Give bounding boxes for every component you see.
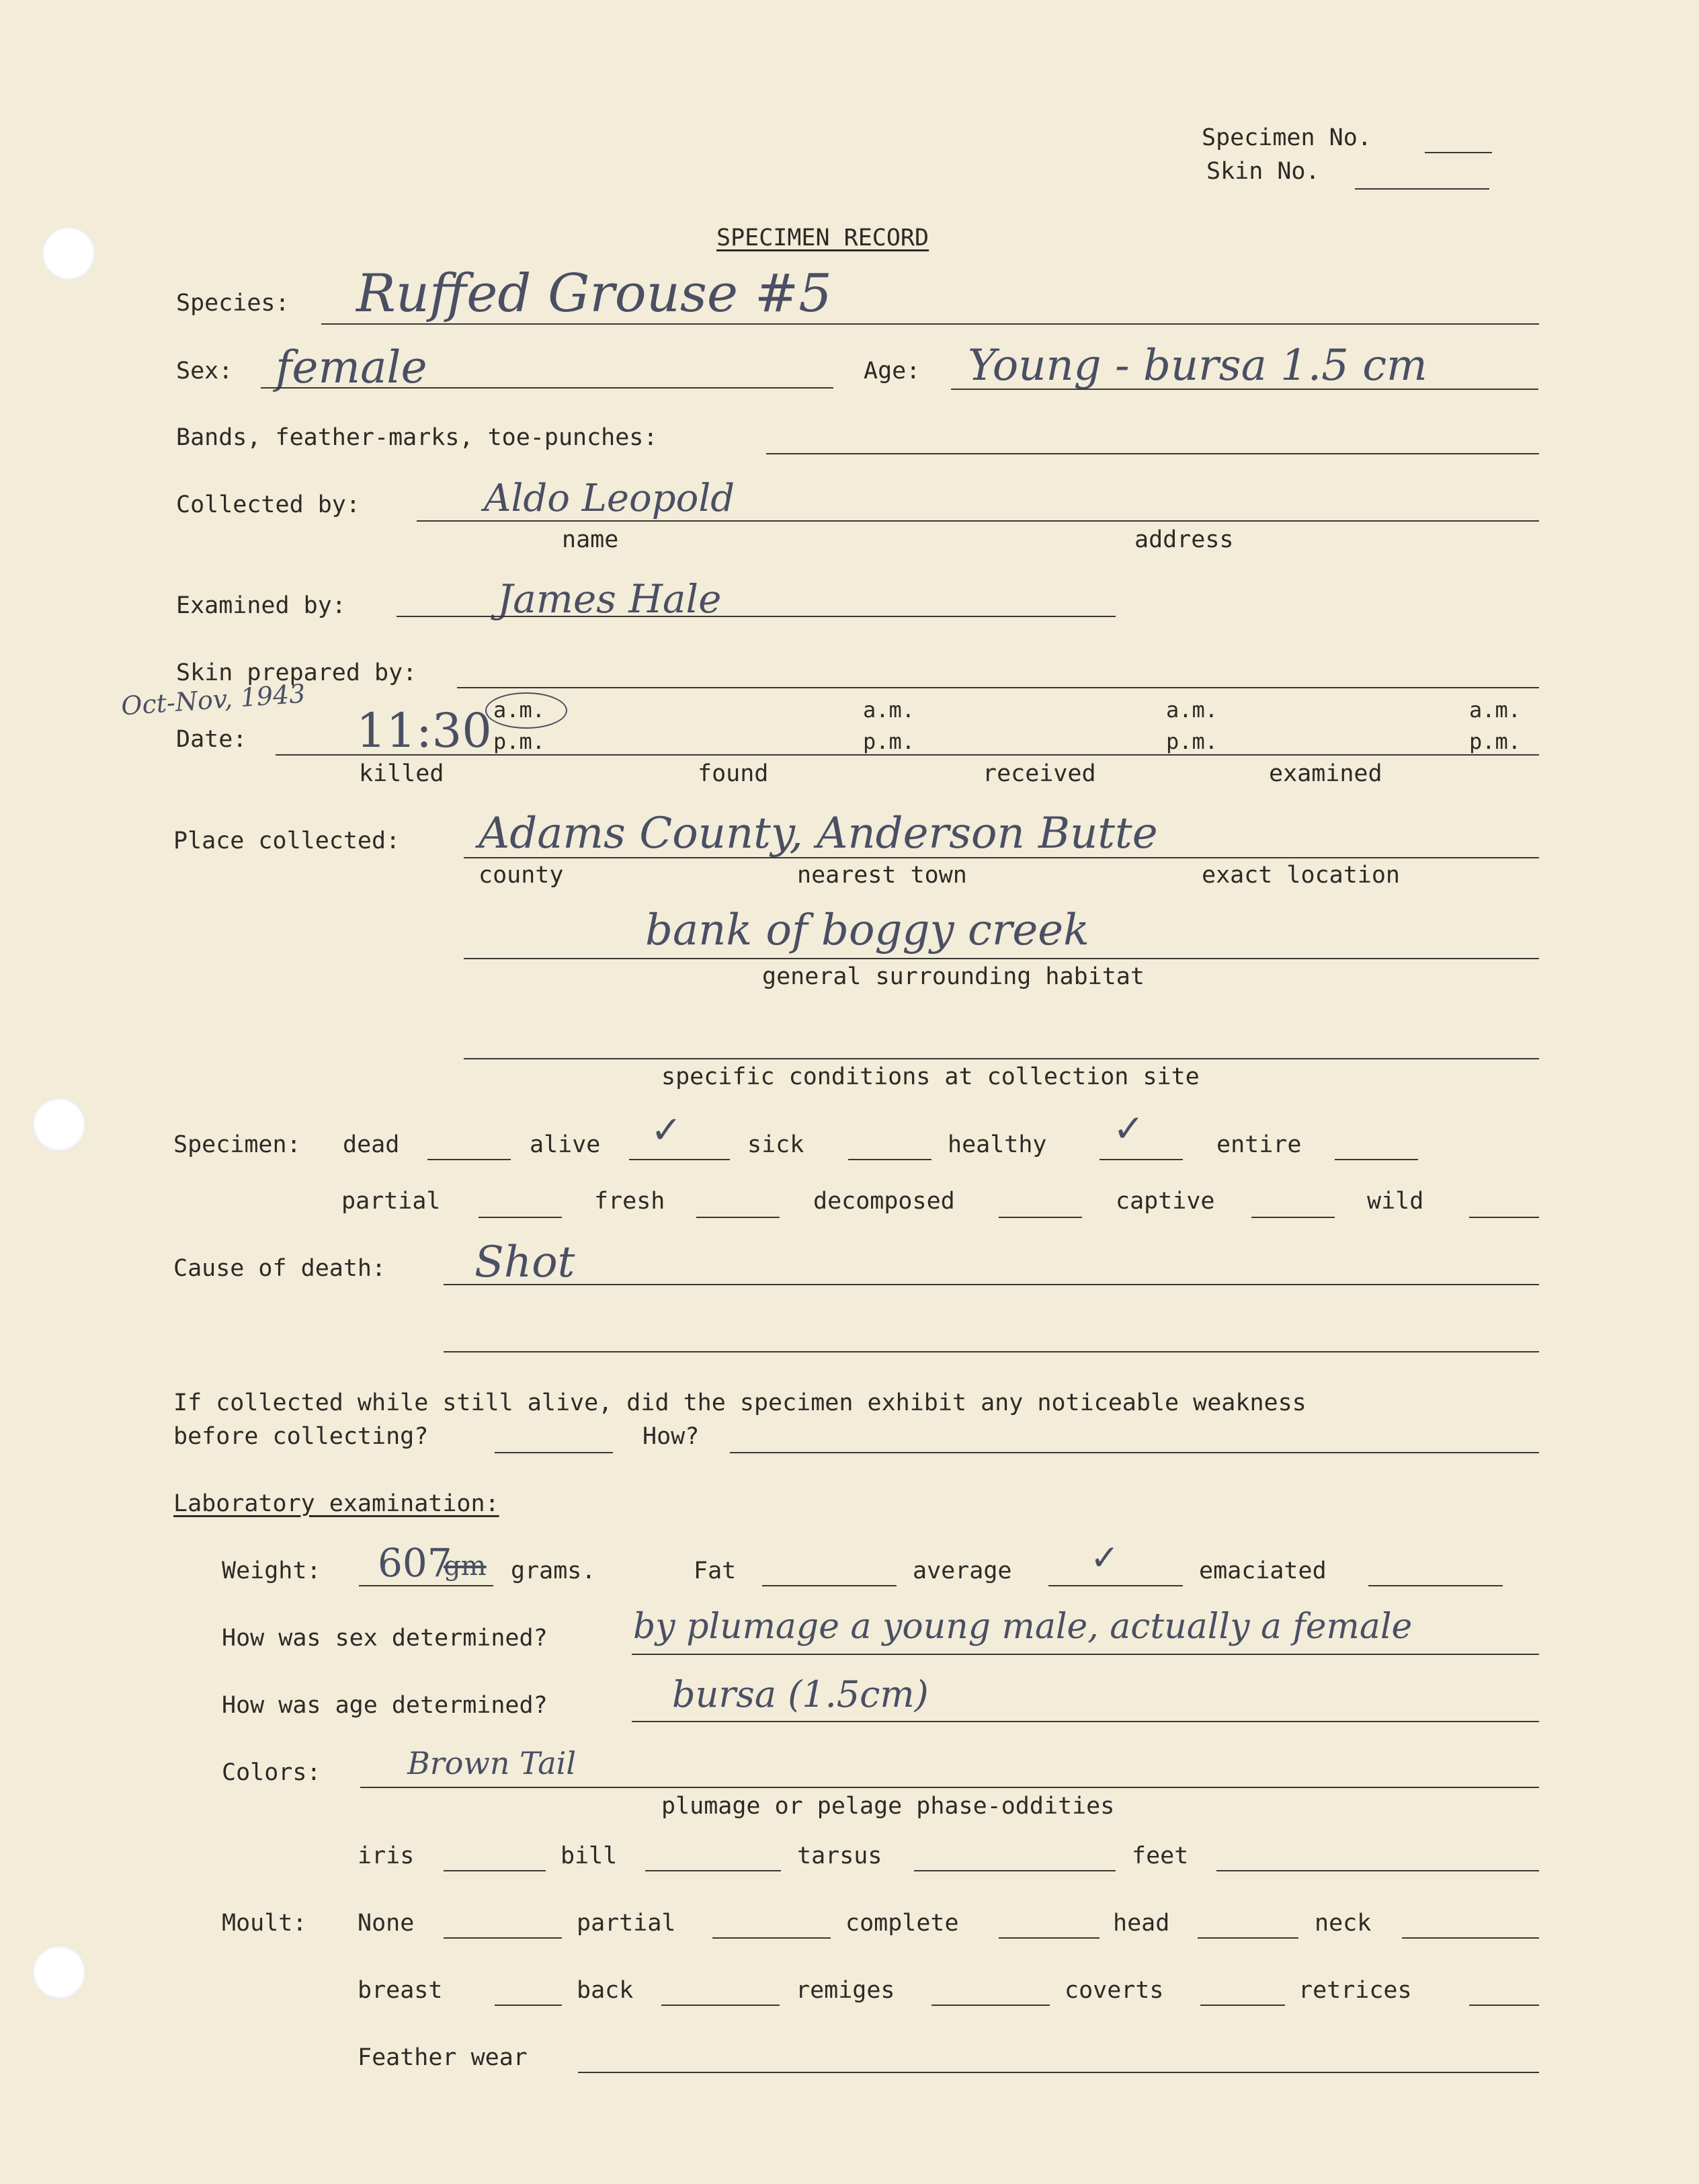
address-caption: address: [1134, 526, 1234, 553]
none-line: [444, 1937, 562, 1939]
am-received: a.m.: [1166, 697, 1218, 723]
age-determined-line: [632, 1721, 1539, 1722]
specimen-no-label: Specimen No.: [1202, 124, 1372, 151]
plumage-caption: plumage or pelage phase-oddities: [661, 1793, 1115, 1820]
retrices-line: [1469, 2005, 1539, 2006]
date-label: Date:: [176, 726, 247, 753]
weakness-line: [495, 1452, 613, 1453]
breast-line: [495, 2005, 562, 2006]
examined-by-line: [397, 616, 1116, 617]
am-examined: a.m.: [1469, 697, 1522, 723]
decomposed-label: decomposed: [813, 1188, 955, 1215]
conditions-line: [464, 1058, 1539, 1059]
partial-label: partial: [341, 1188, 441, 1215]
feet-label: feet: [1132, 1843, 1189, 1869]
sex-label: Sex:: [176, 358, 233, 385]
coverts-label: coverts: [1065, 1977, 1164, 2004]
examined-by-value: James Hale: [497, 576, 722, 622]
healthy-line: [1100, 1159, 1183, 1160]
decomposed-line: [999, 1217, 1082, 1218]
sex-value: female: [276, 341, 427, 393]
sick-line: [848, 1159, 931, 1160]
examined-caption: examined: [1269, 760, 1382, 787]
cause-of-death-label: Cause of death:: [173, 1255, 386, 1282]
skin-no-label: Skin No.: [1206, 158, 1320, 185]
alive-check: ✓: [651, 1108, 682, 1152]
coverts-line: [1200, 2005, 1285, 2006]
punch-hole-top: [42, 227, 95, 280]
complete-line: [999, 1937, 1100, 1939]
healthy-check: ✓: [1113, 1107, 1145, 1151]
neck-line: [1402, 1937, 1539, 1939]
place-value: Adams County, Anderson Butte: [479, 809, 1158, 858]
fresh-line: [696, 1217, 780, 1218]
collected-by-label: Collected by:: [176, 491, 360, 518]
complete-label: complete: [845, 1910, 959, 1937]
pm-examined: p.m.: [1469, 729, 1522, 754]
average-line: [1048, 1585, 1183, 1586]
killed-caption: killed: [359, 760, 444, 787]
exact-location-caption: exact location: [1202, 862, 1401, 889]
weakness-question-1: If collected while still alive, did the specimen exhibit any noticeable weakness: [173, 1389, 1307, 1416]
skin-prepared-label: Skin prepared by:: [176, 659, 417, 686]
date-note: Oct-Nov, 1943: [120, 678, 306, 721]
sex-line: [261, 387, 833, 389]
entire-line: [1335, 1159, 1418, 1160]
alive-line: [629, 1159, 730, 1160]
weight-line: [359, 1585, 493, 1586]
cause-of-death-line-2: [444, 1351, 1539, 1352]
specimen-no-line: [1425, 152, 1492, 153]
cause-of-death-value: Shot: [474, 1238, 575, 1287]
place-collected-label: Place collected:: [173, 827, 401, 854]
skin-no-line: [1355, 188, 1489, 190]
habitat-line: [464, 958, 1539, 959]
sex-determined-line: [632, 1654, 1539, 1655]
emaciated-label: emaciated: [1199, 1558, 1327, 1584]
habitat-value: bank of boggy creek: [645, 905, 1089, 955]
remiges-label: remiges: [796, 1977, 895, 2004]
pm-found: p.m.: [863, 729, 915, 754]
bill-line: [645, 1870, 781, 1871]
collected-by-value: Aldo Leopold: [484, 477, 735, 520]
how-line: [730, 1452, 1539, 1453]
age-determined-label: How was age determined?: [222, 1692, 548, 1719]
captive-label: captive: [1116, 1188, 1215, 1215]
age-determined-value: bursa (1.5cm): [672, 1673, 929, 1715]
moult-partial-line: [712, 1937, 831, 1939]
emaciated-line: [1368, 1585, 1503, 1586]
sick-label: sick: [747, 1131, 804, 1158]
back-line: [661, 2005, 780, 2006]
wild-line: [1469, 1217, 1539, 1218]
colors-value: Brown Tail: [407, 1745, 577, 1781]
habitat-caption: general surrounding habitat: [762, 963, 1145, 990]
am-killed: a.m.: [493, 697, 546, 723]
county-caption: county: [479, 862, 564, 889]
specimen-label: Specimen:: [173, 1131, 301, 1158]
bands-line: [766, 453, 1539, 454]
grams-label: grams.: [511, 1558, 596, 1584]
age-label: Age:: [864, 358, 921, 385]
lab-exam-heading: Laboratory examination:: [173, 1490, 499, 1517]
colors-label: Colors:: [222, 1759, 321, 1786]
dead-line: [427, 1159, 511, 1160]
neck-label: neck: [1315, 1910, 1372, 1937]
entire-label: entire: [1216, 1131, 1302, 1158]
fat-line: [762, 1585, 897, 1586]
alive-label: alive: [530, 1131, 601, 1158]
age-line: [951, 389, 1538, 390]
species-value: Ruffed Grouse #5: [356, 264, 832, 324]
received-caption: received: [983, 760, 1096, 787]
back-label: back: [577, 1977, 634, 2004]
remiges-line: [931, 2005, 1050, 2006]
breast-label: breast: [358, 1977, 443, 2004]
punch-hole-bottom: [32, 1945, 86, 1999]
wild-label: wild: [1367, 1188, 1424, 1215]
weight-value: 607: [378, 1540, 452, 1586]
sex-determined-label: How was sex determined?: [222, 1625, 548, 1652]
bands-label: Bands, feather-marks, toe-punches:: [176, 424, 658, 451]
cause-of-death-line: [444, 1284, 1539, 1285]
pm-killed: p.m.: [493, 729, 546, 754]
time-killed-value: 11:30: [356, 703, 492, 758]
head-line: [1198, 1937, 1298, 1939]
dead-label: dead: [343, 1131, 400, 1158]
weight-label: Weight:: [222, 1558, 321, 1584]
sex-determined-value: by plumage a young male, actually a female: [633, 1607, 1413, 1647]
found-caption: found: [698, 760, 769, 787]
tarsus-line: [914, 1870, 1116, 1871]
species-label: Species:: [176, 290, 290, 317]
place-line: [464, 857, 1539, 858]
healthy-label: healthy: [948, 1131, 1047, 1158]
species-line: [321, 323, 1539, 325]
weakness-question-2: before collecting?: [173, 1423, 429, 1450]
conditions-caption: specific conditions at collection site: [661, 1063, 1200, 1090]
head-label: head: [1113, 1910, 1170, 1937]
iris-label: iris: [358, 1843, 415, 1869]
date-line: [276, 754, 1539, 756]
feather-wear-label: Feather wear: [358, 2044, 528, 2071]
average-label: average: [913, 1558, 1012, 1584]
feather-wear-line: [578, 2072, 1539, 2073]
nearest-town-caption: nearest town: [797, 862, 967, 889]
punch-hole-middle: [32, 1098, 86, 1151]
average-check: ✓: [1090, 1538, 1120, 1578]
how-label: How?: [643, 1423, 700, 1450]
weight-struck-unit: gm: [444, 1551, 487, 1582]
none-label: None: [358, 1910, 415, 1937]
fresh-label: fresh: [594, 1188, 665, 1215]
bill-label: bill: [561, 1843, 618, 1869]
examined-by-label: Examined by:: [176, 592, 346, 619]
captive-line: [1251, 1217, 1335, 1218]
retrices-label: retrices: [1298, 1977, 1412, 2004]
skin-prepared-line: [457, 687, 1539, 688]
iris-line: [444, 1870, 546, 1871]
age-value: Young - bursa 1.5 cm: [968, 341, 1427, 391]
partial-line: [479, 1217, 562, 1218]
am-found: a.m.: [863, 697, 915, 723]
colors-line: [360, 1787, 1539, 1788]
pm-received: p.m.: [1166, 729, 1218, 754]
tarsus-label: tarsus: [797, 1843, 882, 1869]
feet-line: [1216, 1870, 1539, 1871]
moult-label: Moult:: [222, 1910, 307, 1937]
fat-label: Fat: [694, 1558, 737, 1584]
name-caption: name: [562, 526, 619, 553]
moult-partial-label: partial: [577, 1910, 676, 1937]
collected-by-line: [417, 520, 1539, 522]
form-title: SPECIMEN RECORD: [716, 225, 929, 251]
